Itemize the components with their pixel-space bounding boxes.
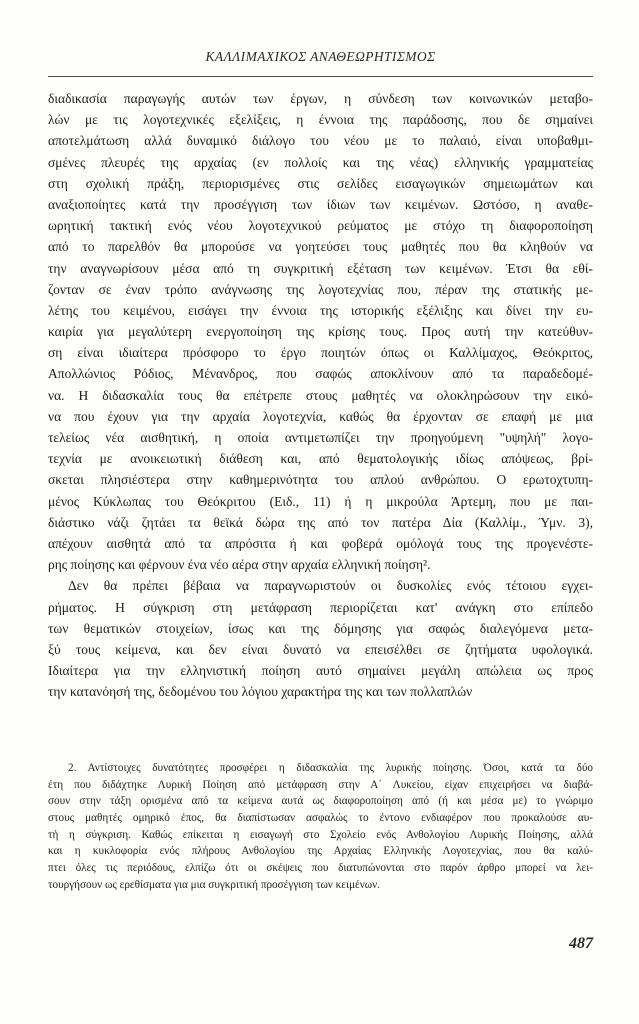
text-line: ωρητική τακτική ενός νέου λογοτεχνικού ρεύματος με στόχο τη διαφοροποίηση <box>48 218 593 234</box>
footnote-line: τή η σύγκριση. Καθώς επίκειται η εισαγωγή στο Σχολείο ενός Ανθολογίου Λυρικής Ποίησης, αλλά <box>48 828 593 841</box>
footnote-line: στους μαθητές ομηρικό έπος, θα διαπίστωσαν ασφαλώς το έντονο ενδιαφέρον που προκαλούσε αυ- <box>48 812 593 825</box>
text-line: Απολλώνιος Ρόδιος, Μένανδρος, που σαφώς αποκλίνουν από τα παραδεδομέ- <box>48 366 593 382</box>
header-rule <box>48 76 593 77</box>
text-line: τεχνία με ανοικειωτική διάθεση και, από θεματολογικής ιδίως απόψεως, βρί- <box>48 451 593 467</box>
text-line: ση είναι ιδιαίτερα πρόσφορο το έργο ποιητών όπως οι Καλλίμαχος, Θεόκριτος, <box>48 345 593 361</box>
text-line: την αναγνωρίσουν μέσα από τη συγκριτική εξέταση των κειμένων. Έτσι θα εθί- <box>48 260 593 276</box>
footnote-2 <box>48 760 593 894</box>
footnote-line: έτη που διδάχτηκε Λυρική Ποίηση από μετάφραση στην Α΄ Λυκείου, είχαν επιχειρήσει να διαβά- <box>48 778 593 791</box>
text-line: αποτελμάτωση αλλά δυναμικό διάλογο του νέου με το παλαιό, είναι υποβαθμι- <box>48 133 593 149</box>
text-line: Δεν θα πρέπει βέβαια να παραγνωριστούν οι δυσκολίες ενός τέτοιου εγχει- <box>68 578 593 594</box>
text-line: ρήματος. Η σύγκριση στη μετάφραση περιορίζεται κατ' ανάγκη στο επίπεδο <box>48 599 593 615</box>
text-line: Ιδιαίτερα για την ελληνιστική ποίηση αυτό σημαίνει μεγάλη απώλεια ως προς <box>48 663 593 679</box>
text-line: την κατανόησή της, δεδομένου του λόγιου χαρακτήρα της και των πολλαπλών <box>48 684 473 700</box>
text-line: λέτης του κειμένου, εισάγει την έννοια της ιστορικής εξέλιξης και δίνει την ευ- <box>48 302 593 318</box>
text-line: ξύ τους κείμενα, και δεν είναι δυνατό να επεισέλθει σε ζητήματα υφολογικά. <box>48 641 593 657</box>
text-line: ρης ποίησης και φέρνουν ένα νέο αέρα στην αρχαία ελληνική ποίηση². <box>48 557 431 573</box>
footnote-line: 2. Αντίστοιχες δυνατότητες προσφέρει η διδασκαλία της λυρικής ποίησης. Όσοι, κατά τα δύο <box>68 762 593 774</box>
text-line: διαδικασία παραγωγής αυτών των έργων, η σύνδεση των κοινωνικών μεταβο- <box>48 91 593 106</box>
footnote-line: σουν στην τάξη ορισμένα από τα κείμενα αυτά ως διαφοροποίηση από (ή και μέσα με) το γνώριμο <box>48 795 593 808</box>
running-head: ΚΑΛΛΙΜΑΧΙΚΟΣ ΑΝΑΘΕΩΡΗΤΙΣΜΟΣ <box>205 49 436 64</box>
text-line: αναξιοποίητες κατά την προσέγγιση των ίδιων των κειμένων. Ωστόσο, η αναθε- <box>48 196 593 212</box>
text-line: μένος Κύκλωπας του Θεόκριτου (Ειδ., 11) ή η μικρούλα Άρτεμη, που με παι- <box>48 493 593 509</box>
text-line: ζονταν σε έναν τρόπο ανάγνωσης της λογοτεχνίας που, πέραν της στατικής με- <box>48 281 593 297</box>
body-text <box>48 88 593 702</box>
paragraph-1 <box>48 88 593 575</box>
text-line: σμένες πλευρές της αρχαίας (εν πολλοίς και της νέας) ελληνικής γραμματείας <box>48 154 593 170</box>
text-line: απέχουν αισθητά από τα απρόσιτα ή και φοβερά ομόλογά τους της προγενέστε- <box>48 535 593 551</box>
footnote-line: πτει όλες τις περιόδους, ελπίζω ότι οι σκέψεις που διατυπώνονται στο παρόν άρθρο μπορεί να λει- <box>48 862 593 875</box>
text-line: λών με τις λογοτεχνικές εξελίξεις, η έννοια της παράδοσης, που δε σημαίνει <box>48 112 593 128</box>
text-line: διάστικο νάζι ζητάει τα θεϊκά δώρα της από τον πατέρα Δία (Καλλίμ., Ύμν. 3), <box>48 514 593 530</box>
footnote-line: και η κυκλοφορία ενός πλήρους Ανθολογίου της Αρχαίας Ελληνικής Λογοτεχνίας, που θα καλύ- <box>48 845 593 858</box>
paragraph-2 <box>48 575 593 702</box>
text-line: στη σχολική πράξη, περιορισμένες στις σελίδες εισαγωγικών σημειωμάτων και <box>48 175 593 191</box>
footnote <box>48 760 593 894</box>
text-line: να που έχουν για την αρχαία λογοτεχνία, καθώς θα έρχονταν σε επαφή με μια <box>48 408 593 424</box>
text-line: από το παρελθόν θα μπορούσε να γοητεύσει τους μαθητές που θα κληθούν να <box>48 239 593 255</box>
page-number: 487 <box>569 935 593 952</box>
text-line: τελείως νέα αισθητική, η οποία αντιμετωπίζει την προηγούμενη "υψηλή" λογο- <box>48 430 593 445</box>
text-line: να. Η διδασκαλία τους θα επέτρεπε στους μαθητές να ολοκληρώσουν την εικό- <box>48 387 593 403</box>
text-line: των θεματικών στοιχείων, ίσως και της δόμησης για σαφώς διαλεγόμενα μετα- <box>48 620 593 636</box>
footnote-line: τουργήσουν ως ερεθίσματα για μια συγκριτική προσέγγιση των κειμένων. <box>48 878 380 891</box>
text-line: σκεται πλησιέστερα στην καθημερινότητα του απλού ανθρώπου. Ο ερωτοχτυπη- <box>48 472 593 488</box>
text-line: καιρία για μεγαλύτερη ενεργοποίηση της κρίσης τους. Προς αυτή την κατεύθυν- <box>48 324 593 340</box>
